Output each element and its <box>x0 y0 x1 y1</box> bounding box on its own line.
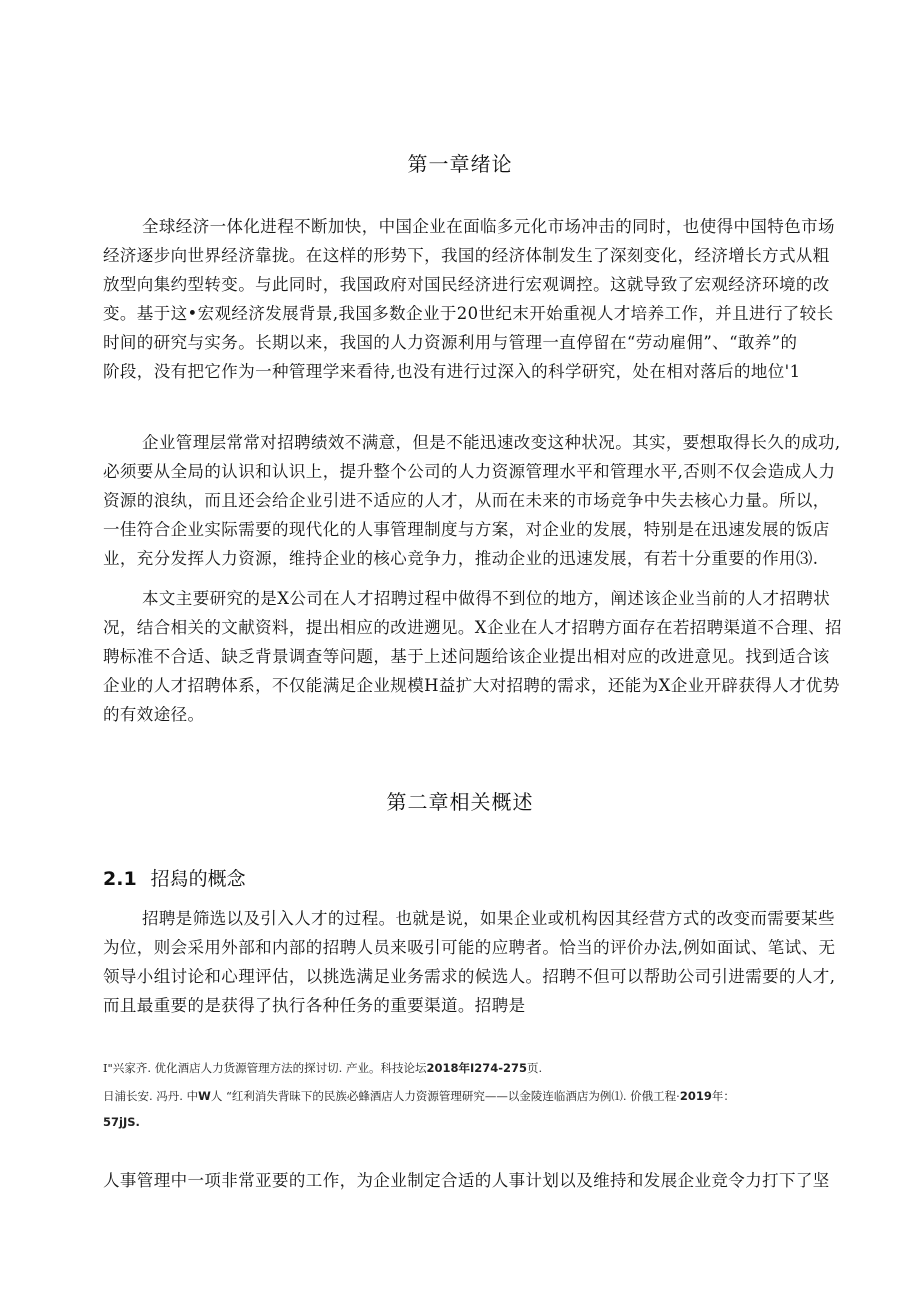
section-number: 2.1 <box>103 868 137 890</box>
footnote-2 <box>103 1088 823 1104</box>
footnote-1 <box>103 1060 823 1076</box>
text-line: 时间的研究与实务。长期以来，我国的人力资源利用与管理一直停留在“劳动雇佣”、“敢养”的 <box>103 333 798 352</box>
chapter-2-title: 第二章相关概述 <box>386 790 534 814</box>
section-title: 招舄的概念 <box>150 868 246 890</box>
footnote-bold: 57jJS. <box>103 1115 140 1129</box>
text-line: 的有效途径。 <box>103 705 205 724</box>
section-heading <box>103 864 246 891</box>
footnote-bold: 2018年I274-275 <box>426 1061 528 1075</box>
text-line: 为位，则会采用外部和内部的招聘人员来吸引可能的应聘者。恰当的评价办法,例如面试、笔试、无 <box>103 938 836 957</box>
text-line: 聘标准不合适、缺乏背景调查等问题，基于上述问题给该企业提出相对应的改进意见。找到适合该 <box>103 647 830 666</box>
chapter-1-title: 第一章绪论 <box>407 152 513 176</box>
text-line: 必须要从全局的认识和认识上，提升整个公司的人力资源管理水平和管理水平,否则不仅会造成人力 <box>103 462 836 481</box>
text-line: 领导小组讨论和心理评估，以挑选满足业务需求的候选人。招聘不但可以帮助公司引进需要的人才, <box>103 967 836 986</box>
text-line: 企业管理层常常对招聘绩效不满意，但是不能迅速改变这种状况。其实，要想取得长久的成功, <box>142 433 841 452</box>
footnote-2-continued <box>103 1114 823 1130</box>
text-line: 企业的人才招聘体系，不仅能满足企业规模H益扩大对招聘的需求，还能为X企业开辟获得人才优势 <box>103 676 840 695</box>
text-line: 变。基于这•宏观经济发展背景,我国多数企业于20世纪末开始重视人才培养工作，并且进行了较长 <box>103 304 834 323</box>
footnote-text: 页. <box>527 1061 543 1075</box>
footnote-text: 人 “红利消失背昧下的民族必蜂酒店人力资源管理研究——以金陵连临酒店为例⑴. 价俄工程· <box>210 1089 680 1103</box>
footnote-text: 日浦长安. 冯丹. 中 <box>103 1089 199 1103</box>
text-line: 一佳符合企业实际需要的现代化的人事管理制度与方案，对企业的发展，特别是在迅速发展的饭店 <box>103 520 830 539</box>
footnote-bold: 2019 <box>679 1089 712 1103</box>
text-line: 况，结合相关的文献资料，提出相应的改进遡见。X企业在人才招聘方面存在若招聘渠道不合理、招 <box>103 618 842 637</box>
text-line: 本文主要研究的是X公司在人才招聘过程中做得不到位的地方，阐述该企业当前的人才招聘状 <box>142 589 831 608</box>
text-line: 业，充分发挥人力资源，维持企业的核心竞争力，推动企业的迅速发展，有若十分重要的作用⑶. <box>103 549 819 568</box>
footnote-bold: W <box>198 1089 211 1103</box>
footnote-text: 年： <box>711 1089 735 1103</box>
text-line: 资源的浪纨，而且还会给企业引进不适应的人才，从而在未来的市场竞争中失去核心力量。所以， <box>103 491 830 510</box>
text-line: 招聘是筛选以及引入人才的过程。也就是说，如果企业或机构因其经营方式的改变而需要某些 <box>142 909 835 928</box>
text-line: 阶段，没有把它作为一种管理学来看待,也没有进行过深入的科学研究，处在相对落后的地位'1 <box>103 362 801 381</box>
text-line: 经济逐步向世界经济靠拢。在这样的形势下，我国的经济体制发生了深刻变化，经济增长方式从粗 <box>103 246 830 265</box>
text-line: 全球经济一体化进程不断加快，中国企业在面临多元化市场冲击的同时，也使得中国特色市场 <box>142 217 835 236</box>
text-line: 放型向集约型转变。与此同时，我国政府对国民经济进行宏观调控。这就导致了宏观经济环境的改 <box>103 275 830 294</box>
continuation-line: 人事管理中一项非常亚要的工作，为企业制定合适的人事计划以及维持和发展企业竞令力打下了坚 <box>103 1171 830 1190</box>
footnote-text: I"兴家齐. 优化酒店人力货源管理方法的探讨切. 产业。科技论坛 <box>103 1061 427 1075</box>
text-line: 而且最重要的是获得了执行各种任务的重要渠道。招聘是 <box>103 996 526 1015</box>
